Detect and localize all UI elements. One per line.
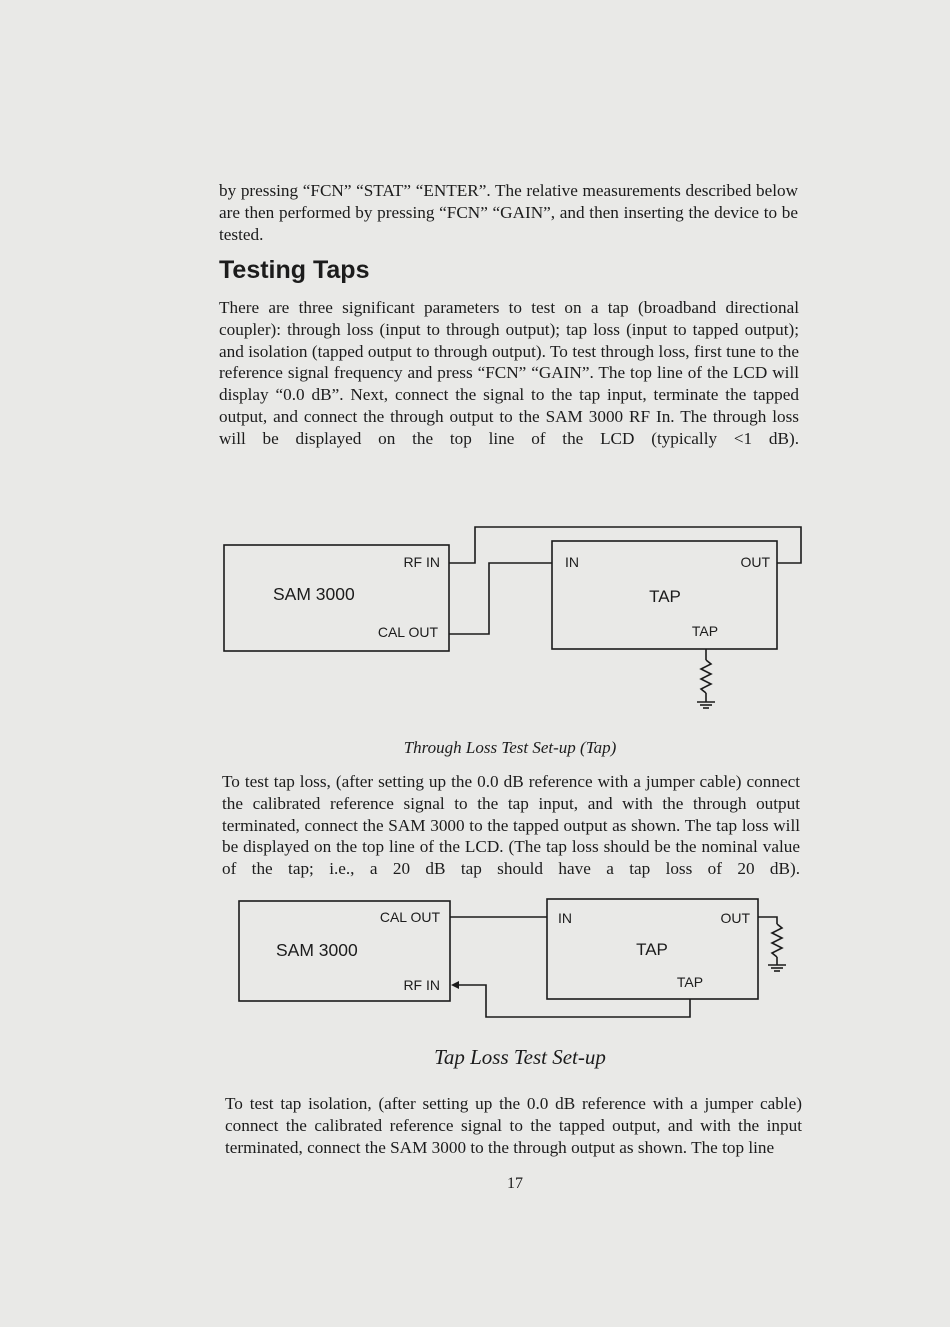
rf-in-label: RF IN <box>403 554 440 570</box>
tap-title-label: TAP <box>649 587 681 606</box>
tap-port-label: TAP <box>676 974 704 990</box>
through-loss-diagram <box>0 510 950 730</box>
tap-out-label: OUT <box>740 554 770 570</box>
sam3000-label: SAM 3000 <box>273 584 355 604</box>
cal-out-label: CAL OUT <box>379 909 440 925</box>
tap-in-label: IN <box>558 910 572 926</box>
tap-in-label: IN <box>565 554 579 570</box>
through-loss-caption: Through Loss Test Set-up (Tap) <box>403 738 617 757</box>
tap-title-label: TAP <box>636 940 668 959</box>
intro-paragraph: by pressing “FCN” “STAT” “ENTER”. The relative measurements described below are then performed by pressing “FCN” “GAIN”, and then inserting the device to be tested. <box>219 181 798 244</box>
tap-to-rf-in-cable <box>455 985 690 1017</box>
section-heading-testing-taps: Testing Taps <box>219 256 370 284</box>
tap-isolation-paragraph: To test tap isolation, (after setting up the 0.0 dB reference with a jumper cable) connect the calibrated reference signal to the tapped output, and with the input terminated, connect the SAM 3000 to the through output as shown. The top line <box>225 1094 802 1157</box>
tap-port-label: TAP <box>691 623 719 639</box>
cal-out-label: CAL OUT <box>377 624 438 640</box>
tap-loss-diagram <box>0 890 950 1030</box>
page-number: 17 <box>507 1175 523 1192</box>
cal-out-cable <box>449 563 552 634</box>
tap-loss-paragraph: To test tap loss, (after setting up the 0.0 dB reference with a jumper cable) connect the calibrated reference signal to the tap input, and with the through output terminated, connect the SAM 3000 to the tapped output as shown. The tap loss will be displayed on the top line of the LCD. (The tap loss should be the nominal value of the tap; i.e., a 20 dB tap should have a tap loss of 20 dB). <box>222 772 800 879</box>
termination-resistor <box>772 924 782 957</box>
termination-resistor <box>701 660 711 693</box>
arrow-icon <box>451 981 459 989</box>
rf-in-label: RF IN <box>403 977 440 993</box>
tap-loss-caption: Tap Loss Test Set-up <box>434 1045 606 1069</box>
through-loss-paragraph: There are three significant parameters to test on a tap (broadband directional coupler): through loss (input to through output); tap loss (input to tapped output); and isolation (tapped output to through output). To test through loss, first tune to the reference signal frequency and press “FCN” “GAIN”. The top line of the LCD will display “0.0 dB”. Next, connect the signal to the tap input, terminate the tapped output, and connect the through output to the SAM 3000 RF In. The through loss will be displayed on the top line of the LCD (typically <1 dB). <box>219 298 799 448</box>
sam3000-label: SAM 3000 <box>276 940 358 960</box>
tap-out-label: OUT <box>720 910 750 926</box>
